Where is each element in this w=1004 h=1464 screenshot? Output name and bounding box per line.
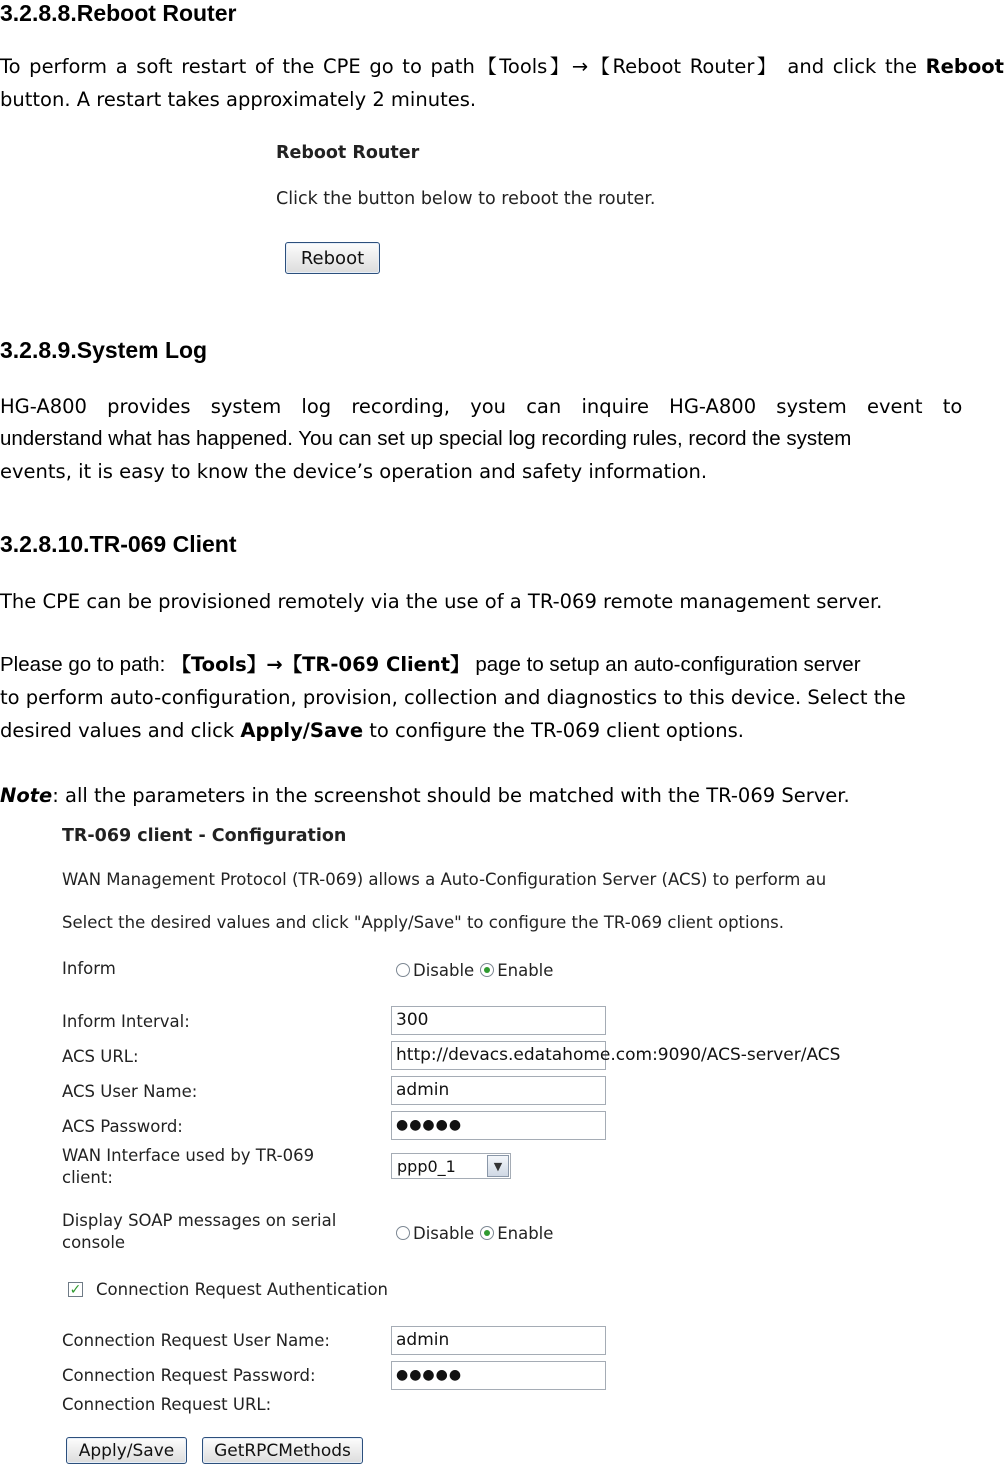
system-log-line-2: understand what has happened. You can set up special log recording rules, record the system — [0, 427, 852, 450]
system-log-line-1: HG-A800 provides system log recording, you can inquire HG-A800 system event to — [0, 395, 963, 418]
para-text: page to setup an auto-configuration server — [469, 653, 861, 676]
acs-username-input[interactable]: admin — [391, 1076, 606, 1105]
para-text: Please go to path: — [0, 653, 166, 676]
soap-label-1: Display SOAP messages on serial — [62, 1211, 337, 1230]
system-log-line-3: events, it is easy to know the device’s operation and safety information. — [0, 460, 708, 483]
tr069-ui-desc: WAN Management Protocol (TR-069) allows a Auto-Configuration Server (ACS) to perform au — [62, 870, 827, 889]
reboot-ui-instruction: Click the button below to reboot the router. — [276, 189, 656, 209]
conn-username-input[interactable]: admin — [391, 1326, 606, 1355]
note-text: : all the parameters in the screenshot should be matched with the TR-069 Server. — [52, 784, 850, 807]
get-rpc-methods-button[interactable]: GetRPCMethods — [202, 1437, 363, 1464]
apply-save-bold: Apply/Save — [240, 719, 364, 742]
apply-save-button[interactable]: Apply/Save — [66, 1437, 187, 1464]
conn-url-label: Connection Request URL: — [62, 1395, 272, 1414]
tr069-para-1: The CPE can be provisioned remotely via the use of a TR-069 remote management server. — [0, 590, 883, 613]
inform-enable-radio[interactable] — [480, 963, 494, 977]
section-number: 3.2.8.10. — [0, 531, 90, 557]
conn-auth-checkbox[interactable]: ✓ — [69, 1281, 82, 1298]
chevron-down-icon[interactable]: ▼ — [487, 1155, 509, 1177]
wan-interface-label-1: WAN Interface used by TR-069 — [62, 1146, 315, 1165]
radio-label: Enable — [497, 961, 554, 980]
tr069-para-2-line-1 — [0, 648, 1004, 681]
soap-enable-radio[interactable] — [480, 1226, 494, 1240]
inform-label: Inform — [62, 959, 116, 978]
section-title: TR-069 Client — [89, 531, 237, 557]
inform-disable-radio[interactable] — [396, 963, 410, 977]
radio-label: Disable — [413, 1224, 475, 1243]
section-title: Reboot Router — [76, 0, 237, 26]
soap-disable-radio[interactable] — [396, 1226, 410, 1240]
note-label: Note — [0, 784, 53, 807]
select-value: ppp0_1 — [397, 1156, 456, 1176]
tr069-ui-instruction: Select the desired values and click "Apply/Save" to configure the TR-069 client options. — [62, 913, 784, 932]
conn-username-label: Connection Request User Name: — [62, 1331, 330, 1350]
path-arrow: → — [571, 55, 589, 78]
section-heading-tr069 — [0, 531, 237, 558]
radio-label: Enable — [497, 1224, 554, 1243]
reboot-ui-title: Reboot Router — [276, 143, 420, 163]
para-text: desired values and click — [0, 719, 241, 742]
wan-interface-label-2: client: — [62, 1168, 113, 1187]
tr069-ui-title: TR-069 client - Configuration — [62, 826, 347, 846]
conn-password-label: Connection Request Password: — [62, 1366, 316, 1385]
wan-interface-select[interactable] — [391, 1153, 511, 1179]
acs-username-label: ACS User Name: — [62, 1082, 198, 1101]
para-text: to configure the TR-069 client options. — [363, 719, 744, 742]
para-text: To perform a soft restart of the CPE go to path — [0, 55, 475, 78]
section-title: System Log — [76, 337, 208, 363]
tr069-para-2-line-2: to perform auto-configuration, provision, collection and diagnostics to this device. Select the — [0, 686, 906, 709]
reboot-button[interactable]: Reboot — [285, 242, 380, 274]
reboot-paragraph — [0, 50, 1004, 116]
acs-url-input[interactable]: http://devacs.edatahome.com:9090/ACS-server/ACS — [391, 1041, 606, 1070]
para-text: button. A restart takes approximately 2 minutes. — [0, 88, 477, 111]
section-number: 3.2.8.9. — [0, 337, 77, 363]
section-number: 3.2.8.8. — [0, 0, 77, 26]
section-heading-reboot — [0, 0, 236, 27]
tr069-note — [0, 779, 1004, 812]
tr069-config-panel — [55, 818, 900, 1464]
path-reboot: 【Reboot Router】 — [588, 55, 779, 78]
tr069-para-2-line-3 — [0, 714, 1004, 747]
soap-radio-group — [396, 1224, 559, 1243]
acs-url-label: ACS URL: — [62, 1047, 139, 1066]
inform-radio-group — [396, 961, 559, 980]
acs-password-label: ACS Password: — [62, 1117, 183, 1136]
section-heading-system-log — [0, 337, 207, 364]
para-text: and click the — [778, 55, 917, 78]
reboot-bold: Reboot — [925, 55, 1004, 78]
conn-password-input[interactable]: ●●●●● — [391, 1361, 606, 1390]
path-tools: 【Tools】 — [474, 55, 572, 78]
acs-password-input[interactable]: ●●●●● — [391, 1111, 606, 1140]
radio-label: Disable — [413, 961, 475, 980]
soap-label-2: console — [62, 1233, 126, 1252]
conn-auth-label: Connection Request Authentication — [96, 1280, 388, 1299]
inform-interval-input[interactable]: 300 — [391, 1006, 606, 1035]
inform-interval-label: Inform Interval: — [62, 1012, 190, 1031]
tr069-path: 【Tools】→【TR-069 Client】 — [171, 653, 470, 676]
